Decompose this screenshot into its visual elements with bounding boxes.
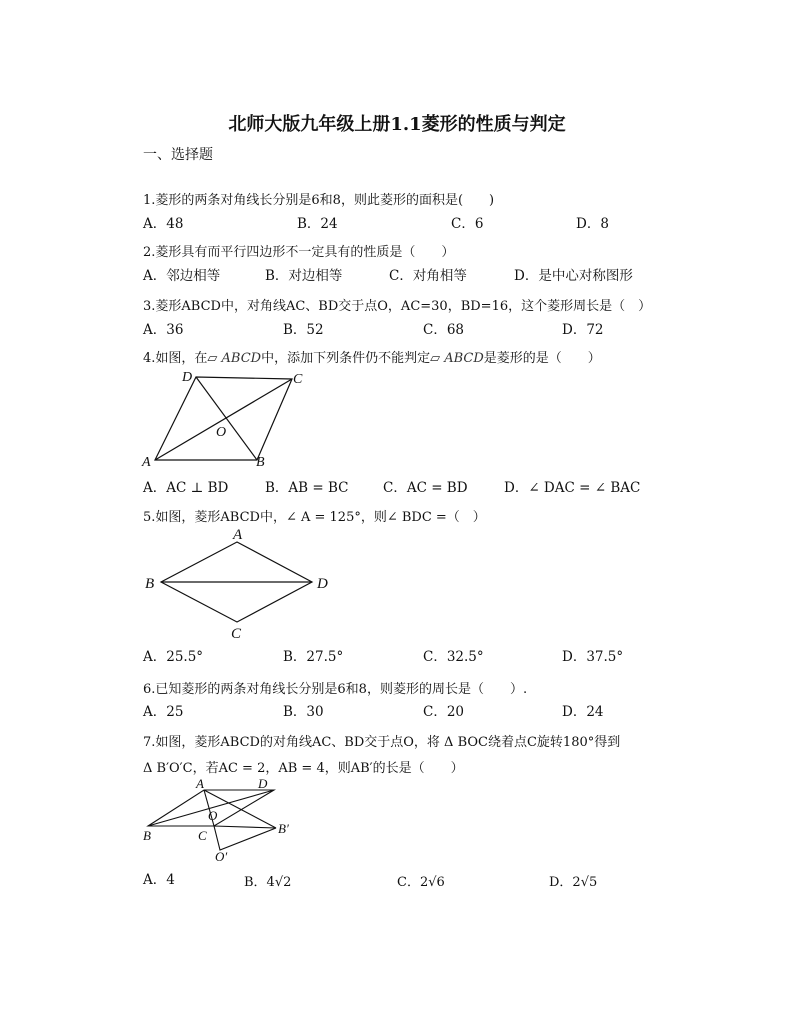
q7-label-o-prime: O′ bbox=[215, 849, 228, 864]
question-5-stem: 5.如图，菱形ABCD中，∠ A = 125°，则∠ BDC =（ ） bbox=[143, 510, 486, 525]
q7-label-a: A bbox=[196, 776, 204, 791]
question-4-stem bbox=[143, 352, 601, 365]
q5-figure bbox=[140, 526, 340, 644]
q4-diagonal-bd bbox=[196, 377, 257, 460]
q3-option-d: D．72 bbox=[562, 322, 604, 338]
q1-option-b: B．24 bbox=[297, 216, 338, 232]
q2-option-d: D．是中心对称图形 bbox=[514, 268, 633, 284]
q6-option-b: B．30 bbox=[283, 704, 324, 720]
q6-option-c: C．20 bbox=[423, 704, 465, 720]
page-title: 北师大版九年级上册1.1菱形的性质与判定 bbox=[228, 114, 566, 135]
q6-option-d: D．24 bbox=[562, 704, 604, 720]
q5-option-a: A．25.5° bbox=[143, 649, 204, 665]
q7-label-c: C bbox=[198, 828, 207, 843]
question-2-stem: 2.菱形具有而平行四边形不一定具有的性质是（ ） bbox=[143, 245, 455, 260]
q4-label-o: O bbox=[216, 425, 227, 440]
q7-option-b: B．4√2 bbox=[244, 875, 292, 890]
question-7-stem-line-2: Δ B′O′C，若AC = 2，AB = 4，则AB′的长是（ ） bbox=[143, 761, 464, 776]
q4-label-d: D bbox=[182, 370, 193, 385]
q4-option-c: C．AC = BD bbox=[383, 480, 468, 496]
q7-option-a: A．4 bbox=[143, 872, 175, 888]
q6-option-a: A．25 bbox=[143, 704, 184, 720]
q5-label-c: C bbox=[231, 626, 242, 642]
q4-option-a: A．AC ⊥ BD bbox=[143, 480, 229, 496]
q7-rotated-triangle bbox=[214, 826, 276, 850]
q5-option-b: B．27.5° bbox=[283, 649, 344, 665]
q3-option-a: A．36 bbox=[143, 322, 184, 338]
q4-parallelogram-2: ▱ ABCD bbox=[430, 351, 484, 366]
q5-label-b: B bbox=[145, 576, 155, 592]
question-7-stem: 7.如图，菱形ABCD的对角线AC、BD交于点O，将 Δ BOC绕着点C旋转180°得到 bbox=[143, 735, 621, 750]
q2-option-b: B．对边相等 bbox=[265, 268, 343, 284]
q7-figure bbox=[140, 776, 300, 866]
q7-label-o: O bbox=[208, 808, 218, 823]
question-6-stem: 6.已知菱形的两条对角线长分别是6和8，则菱形的周长是（ ）. bbox=[143, 682, 528, 697]
q7-label-d: D bbox=[258, 776, 268, 791]
q4-parallelogram-1: ▱ ABCD bbox=[207, 351, 262, 366]
q4-label-a: A bbox=[142, 455, 151, 470]
section-heading: 一、选择题 bbox=[143, 147, 213, 163]
q5-option-d: D．37.5° bbox=[562, 649, 624, 665]
q4-stem-part-1: 4.如图，在 bbox=[143, 351, 208, 366]
q7-option-c: C．2√6 bbox=[397, 875, 445, 890]
q4-option-b: B．AB = BC bbox=[265, 480, 349, 496]
q2-option-a: A．邻边相等 bbox=[143, 268, 221, 284]
q1-option-d: D．8 bbox=[576, 216, 609, 232]
q7-option-d: D．2√5 bbox=[549, 875, 598, 890]
q5-label-d: D bbox=[317, 576, 328, 592]
q5-label-a: A bbox=[233, 527, 243, 543]
q7-label-b-prime: B′ bbox=[278, 821, 289, 836]
q4-option-d: D．∠ DAC = ∠ BAC bbox=[504, 480, 641, 496]
q4-label-b: B bbox=[256, 455, 265, 470]
q3-option-c: C．68 bbox=[423, 322, 465, 338]
q4-label-c: C bbox=[293, 372, 303, 387]
question-3-stem: 3.菱形ABCD中，对角线AC、BD交于点O，AC=30，BD=16，这个菱形周长是（ ） bbox=[143, 299, 652, 314]
q1-option-c: C．6 bbox=[451, 216, 484, 232]
q4-figure bbox=[140, 368, 310, 468]
q5-option-c: C．32.5° bbox=[423, 649, 484, 665]
q4-stem-part-3: 是菱形的是（ ） bbox=[483, 351, 601, 366]
q3-option-b: B．52 bbox=[283, 322, 324, 338]
q4-stem-part-2: 中，添加下列条件仍不能判定 bbox=[261, 351, 431, 366]
q7-label-b: B bbox=[143, 828, 151, 843]
question-1-stem: 1.菱形的两条对角线长分别是6和8，则此菱形的面积是( ) bbox=[143, 193, 495, 208]
q1-option-a: A．48 bbox=[143, 216, 184, 232]
q2-option-c: C．对角相等 bbox=[389, 268, 467, 284]
